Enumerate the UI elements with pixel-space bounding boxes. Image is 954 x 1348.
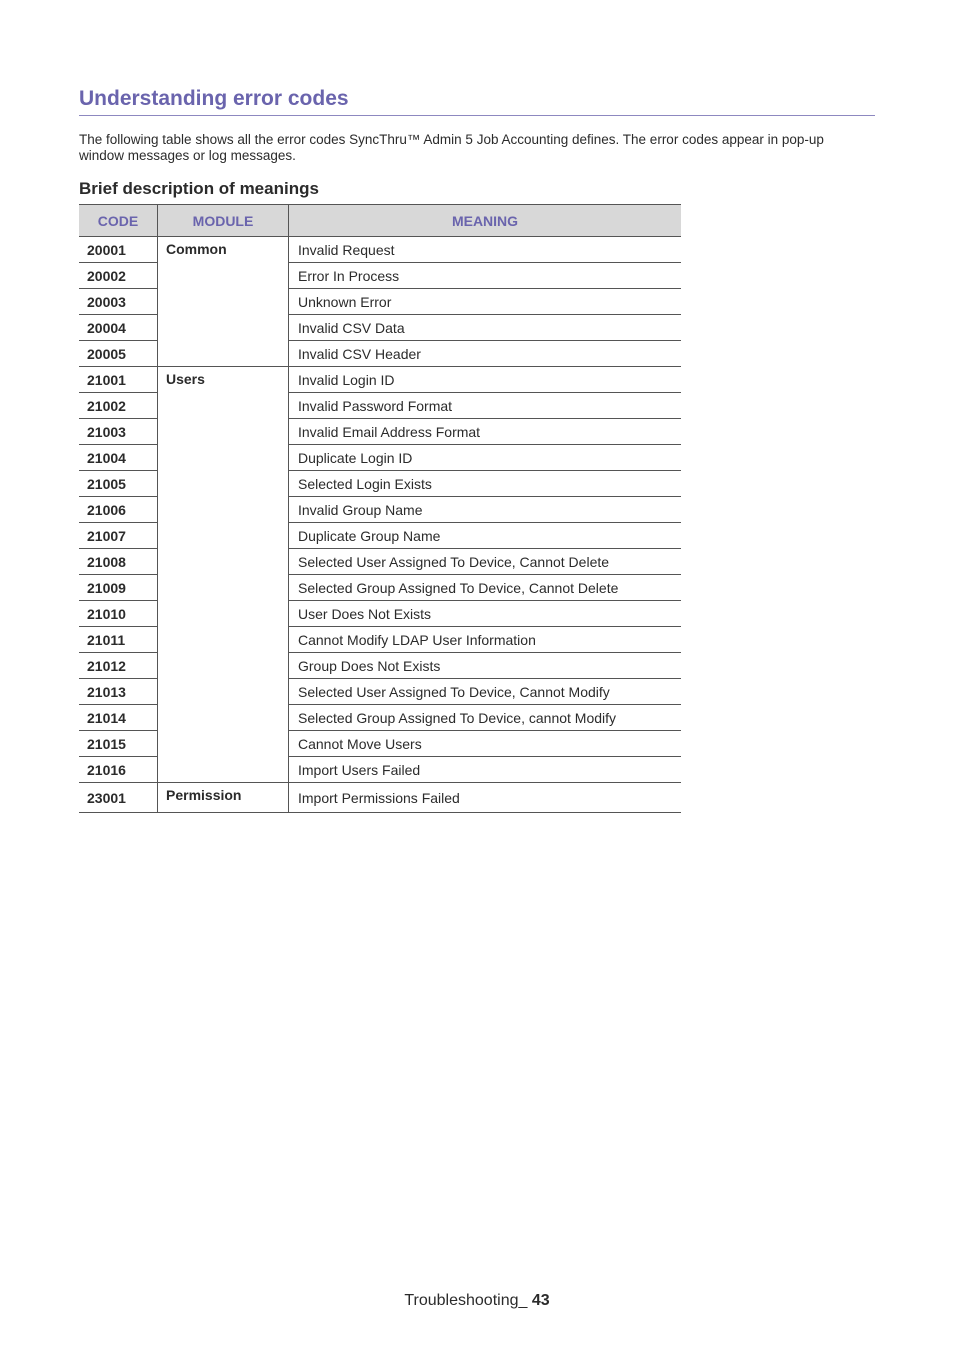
- table-row: [79, 367, 681, 393]
- meaning-cell: Duplicate Group Name: [289, 523, 682, 549]
- header-module: MODULE: [158, 205, 289, 237]
- code-cell: 21002: [79, 393, 158, 419]
- meaning-cell: Selected User Assigned To Device, Cannot Modify: [289, 679, 682, 705]
- meaning-cell: Invalid Request: [289, 237, 682, 263]
- meaning-cell: Invalid Login ID: [289, 367, 682, 393]
- code-cell: 21010: [79, 601, 158, 627]
- page-number: 43: [531, 1292, 550, 1309]
- code-cell: 21015: [79, 731, 158, 757]
- code-cell: 21014: [79, 705, 158, 731]
- meaning-cell: Import Users Failed: [289, 757, 682, 783]
- code-cell: 21009: [79, 575, 158, 601]
- table-row: [79, 237, 681, 263]
- meaning-cell: Error In Process: [289, 263, 682, 289]
- meaning-cell: Selected Group Assigned To Device, Cannot Delete: [289, 575, 682, 601]
- meaning-cell: Unknown Error: [289, 289, 682, 315]
- footer-section-label: Troubleshooting_: [404, 1292, 528, 1309]
- code-cell: 21007: [79, 523, 158, 549]
- code-cell: 20005: [79, 341, 158, 367]
- header-meaning: MEANING: [289, 205, 682, 237]
- module-cell: Common: [158, 237, 289, 367]
- code-cell: 21008: [79, 549, 158, 575]
- table-row: [79, 783, 681, 813]
- table-header-row: [79, 205, 681, 237]
- code-cell: 20004: [79, 315, 158, 341]
- code-cell: 21006: [79, 497, 158, 523]
- intro-paragraph: The following table shows all the error codes SyncThru™ Admin 5 Job Accounting defines. The error codes appear in pop-up window messages or log messages.: [79, 131, 824, 163]
- code-cell: 23001: [79, 783, 158, 813]
- code-cell: 21003: [79, 419, 158, 445]
- meaning-cell: User Does Not Exists: [289, 601, 682, 627]
- meaning-cell: Invalid Password Format: [289, 393, 682, 419]
- code-cell: 21012: [79, 653, 158, 679]
- code-cell: 21013: [79, 679, 158, 705]
- meaning-cell: Selected User Assigned To Device, Cannot Delete: [289, 549, 682, 575]
- code-cell: 21005: [79, 471, 158, 497]
- meaning-cell: Group Does Not Exists: [289, 653, 682, 679]
- code-cell: 21011: [79, 627, 158, 653]
- code-cell: 21004: [79, 445, 158, 471]
- meaning-cell: Invalid Group Name: [289, 497, 682, 523]
- code-cell: 21016: [79, 757, 158, 783]
- module-cell: Users: [158, 367, 289, 783]
- code-cell: 20002: [79, 263, 158, 289]
- code-cell: 20001: [79, 237, 158, 263]
- error-codes-table: [79, 204, 681, 813]
- code-cell: 21001: [79, 367, 158, 393]
- meaning-cell: Invalid CSV Header: [289, 341, 682, 367]
- meaning-cell: Cannot Modify LDAP User Information: [289, 627, 682, 653]
- meaning-cell: Import Permissions Failed: [289, 783, 682, 813]
- meaning-cell: Selected Group Assigned To Device, cannot Modify: [289, 705, 682, 731]
- meaning-cell: Duplicate Login ID: [289, 445, 682, 471]
- page-footer: [0, 1291, 954, 1311]
- meaning-cell: Selected Login Exists: [289, 471, 682, 497]
- meaning-cell: Cannot Move Users: [289, 731, 682, 757]
- meaning-cell: Invalid CSV Data: [289, 315, 682, 341]
- header-code: CODE: [79, 205, 158, 237]
- meaning-cell: Invalid Email Address Format: [289, 419, 682, 445]
- code-cell: 20003: [79, 289, 158, 315]
- module-cell: Permission: [158, 783, 289, 813]
- section-heading: Brief description of meanings: [79, 179, 319, 199]
- page-title: Understanding error codes: [79, 86, 875, 116]
